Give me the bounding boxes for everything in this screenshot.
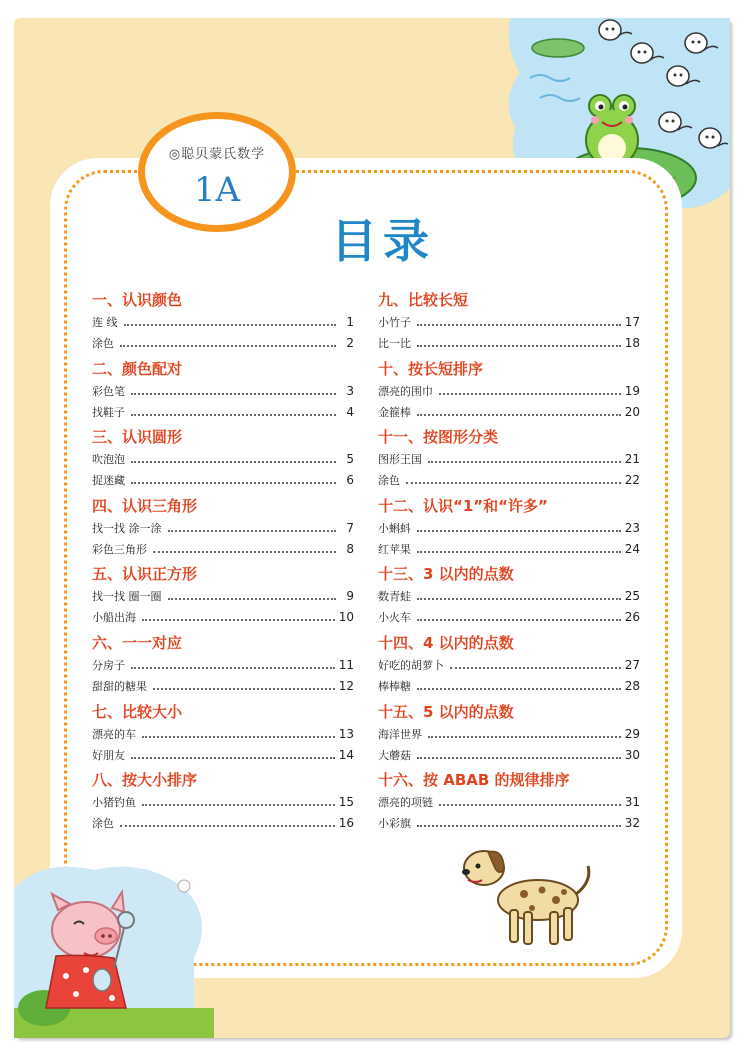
entry-title: 彩色笔 <box>92 384 125 398</box>
series-name: ◎聪贝蒙氏数学 <box>168 147 266 162</box>
page-number: 17 <box>624 315 640 329</box>
toc-entry[interactable] <box>92 813 354 834</box>
toc-entry[interactable] <box>92 470 354 491</box>
toc-entry[interactable] <box>378 724 640 745</box>
dot-leader <box>131 460 336 463</box>
toc-entry[interactable] <box>92 792 354 813</box>
toc-entry[interactable] <box>378 449 640 470</box>
dot-leader <box>406 481 621 484</box>
section-heading: 三、认识圆形 <box>92 428 183 447</box>
toc-entry[interactable] <box>378 745 640 766</box>
entry-title: 小猪钓鱼 <box>92 796 136 810</box>
toc-entry[interactable] <box>92 381 354 402</box>
page-number: 31 <box>624 795 640 810</box>
dot-leader <box>428 735 621 738</box>
toc-entry[interactable] <box>92 655 354 676</box>
page-number: 21 <box>624 452 640 467</box>
entry-title: 漂亮的围巾 <box>378 384 433 398</box>
dot-leader <box>417 687 621 690</box>
toc-entry[interactable] <box>378 607 640 628</box>
dot-leader <box>131 413 336 416</box>
entry-title: 找一找 圈一圈 <box>92 590 162 604</box>
dot-leader <box>153 550 336 553</box>
dot-leader <box>120 344 336 347</box>
entry-title: 棒棒糖 <box>378 679 411 693</box>
dot-leader <box>417 413 621 416</box>
dot-leader <box>153 687 335 690</box>
dot-leader <box>131 392 336 395</box>
dot-leader <box>417 824 621 827</box>
page-number: 1 <box>346 315 354 329</box>
toc-entry[interactable] <box>378 402 640 423</box>
toc-section <box>92 700 354 769</box>
toc-section <box>378 631 640 700</box>
entry-title: 好朋友 <box>92 748 125 762</box>
page-number: 26 <box>624 610 640 625</box>
section-heading: 十、按长短排序 <box>378 359 484 378</box>
entry-title: 找一找 涂一涂 <box>92 521 162 535</box>
toc-section <box>378 425 640 494</box>
toc-entry[interactable] <box>92 586 354 607</box>
entry-title: 甜甜的糖果 <box>92 679 147 693</box>
page-number: 14 <box>338 747 354 762</box>
page-number: 23 <box>624 520 640 535</box>
toc-entry[interactable] <box>92 724 354 745</box>
entry-title: 小船出海 <box>92 611 136 625</box>
toc-section <box>378 288 640 357</box>
entry-title: 涂色 <box>378 474 400 488</box>
grade-badge <box>138 112 296 232</box>
toc-section <box>378 768 640 837</box>
section-heading: 二、颜色配对 <box>92 359 183 378</box>
page-number: 6 <box>346 473 354 488</box>
dot-leader <box>142 803 335 806</box>
toc-section <box>378 700 640 769</box>
section-heading: 一、认识颜色 <box>92 291 183 309</box>
toc-entry[interactable] <box>92 402 354 423</box>
page-number: 2 <box>346 336 354 350</box>
toc-column-left <box>92 288 354 837</box>
dot-leader <box>417 618 621 621</box>
entry-title: 小蝌蚪 <box>378 521 411 535</box>
dot-leader <box>417 756 621 759</box>
dot-leader <box>450 666 621 669</box>
page-number: 16 <box>338 816 354 831</box>
dot-leader <box>417 597 621 600</box>
section-heading: 十二、认识“1”和“许多” <box>378 496 548 515</box>
entry-title: 漂亮的车 <box>92 727 136 741</box>
entry-title: 大蘑菇 <box>378 748 411 762</box>
page-number: 7 <box>346 520 354 535</box>
section-heading: 十四、4 以内的点数 <box>378 633 514 652</box>
toc-section <box>92 425 354 494</box>
section-heading: 十五、5 以内的点数 <box>378 702 514 721</box>
toc-entry[interactable] <box>92 333 354 354</box>
toc-entry[interactable] <box>378 676 640 697</box>
entry-title: 红苹果 <box>378 542 411 556</box>
toc-entry[interactable] <box>378 312 640 333</box>
dot-leader <box>142 618 335 621</box>
section-heading: 五、认识正方形 <box>92 565 198 584</box>
toc-entry[interactable] <box>92 449 354 470</box>
page-number: 15 <box>338 795 354 810</box>
dot-leader <box>417 323 621 326</box>
page-number: 24 <box>624 541 640 556</box>
toc-section <box>378 357 640 426</box>
entry-title: 小竹子 <box>378 316 411 329</box>
page-number: 11 <box>338 657 354 672</box>
page-number: 32 <box>624 816 640 831</box>
dot-leader <box>417 529 621 532</box>
dot-leader <box>428 460 621 463</box>
dot-leader <box>120 824 335 827</box>
dot-leader <box>168 529 337 532</box>
toc-section <box>92 288 354 357</box>
page-number: 12 <box>338 678 354 693</box>
toc-entry[interactable] <box>378 470 640 491</box>
toc-section <box>92 357 354 426</box>
toc-entry[interactable] <box>378 518 640 539</box>
page-number: 22 <box>624 473 640 488</box>
toc-section <box>92 768 354 837</box>
toc-entry[interactable] <box>378 655 640 676</box>
page-number: 13 <box>338 726 354 741</box>
dot-leader <box>124 323 337 326</box>
page-number: 27 <box>624 657 640 672</box>
toc-entry[interactable] <box>378 586 640 607</box>
entry-title: 好吃的胡萝卜 <box>378 658 444 672</box>
entry-title: 分房子 <box>92 658 125 672</box>
entry-title: 金箍棒 <box>378 405 411 419</box>
entry-title: 连 线 <box>92 316 118 329</box>
toc-section <box>92 494 354 563</box>
dot-leader <box>142 735 335 738</box>
page-title: 目录 <box>331 214 435 268</box>
entry-title: 比一比 <box>378 337 411 350</box>
section-heading: 十六、按 ABAB 的规律排序 <box>378 771 570 790</box>
toc-entry[interactable] <box>378 333 640 354</box>
page-number: 8 <box>346 541 354 556</box>
toc-entry[interactable] <box>92 518 354 539</box>
section-heading: 八、按大小排序 <box>92 771 198 790</box>
page-number: 25 <box>624 589 640 604</box>
toc-entry[interactable] <box>92 539 354 560</box>
page-number: 19 <box>624 383 640 398</box>
dog-illustration <box>458 842 598 952</box>
entry-title: 小火车 <box>378 611 411 625</box>
section-heading: 十三、3 以内的点数 <box>378 565 514 584</box>
section-heading: 六、一一对应 <box>92 633 183 652</box>
page-number: 5 <box>346 452 354 467</box>
toc-entry[interactable] <box>378 813 640 834</box>
entry-title: 彩色三角形 <box>92 542 147 556</box>
toc-section <box>378 494 640 563</box>
page-number: 4 <box>346 404 354 419</box>
entry-title: 涂色 <box>92 337 114 350</box>
toc-section <box>92 562 354 631</box>
page-number: 9 <box>346 589 354 604</box>
pig-illustration <box>14 858 214 1038</box>
dot-leader <box>168 597 337 600</box>
dot-leader <box>417 344 621 347</box>
grade-label: 1A <box>193 170 241 210</box>
toc-section <box>92 631 354 700</box>
section-heading: 九、比较长短 <box>378 291 469 309</box>
page-number: 20 <box>624 404 640 419</box>
entry-title: 吹泡泡 <box>92 453 125 467</box>
entry-title: 涂色 <box>92 817 114 831</box>
page-number: 10 <box>338 610 354 625</box>
page-number: 28 <box>624 678 640 693</box>
toc-entry[interactable] <box>92 676 354 697</box>
entry-title: 漂亮的项链 <box>378 796 433 810</box>
section-heading: 四、认识三角形 <box>92 496 198 515</box>
toc-entry[interactable] <box>378 381 640 402</box>
dot-leader <box>439 392 621 395</box>
dot-leader <box>439 803 621 806</box>
entry-title: 捉迷藏 <box>92 474 125 488</box>
toc-column-right <box>378 288 640 837</box>
page-number: 3 <box>346 383 354 398</box>
entry-title: 小彩旗 <box>378 817 411 831</box>
section-heading: 七、比较大小 <box>92 702 183 721</box>
dot-leader <box>417 550 621 553</box>
page-number: 18 <box>624 336 640 350</box>
entry-title: 找鞋子 <box>92 405 125 419</box>
page-number: 29 <box>624 726 640 741</box>
toc-entry[interactable] <box>92 312 354 333</box>
entry-title: 图形王国 <box>378 453 422 467</box>
page-number: 30 <box>624 747 640 762</box>
toc-entry[interactable] <box>378 792 640 813</box>
dot-leader <box>131 756 335 759</box>
toc-entry[interactable] <box>378 539 640 560</box>
entry-title: 数青蛙 <box>378 590 411 604</box>
section-heading: 十一、按图形分类 <box>378 428 499 447</box>
toc-section <box>378 562 640 631</box>
entry-title: 海洋世界 <box>378 727 422 741</box>
dot-leader <box>131 481 336 484</box>
dot-leader <box>131 666 335 669</box>
toc-entry[interactable] <box>92 745 354 766</box>
toc-entry[interactable] <box>92 607 354 628</box>
